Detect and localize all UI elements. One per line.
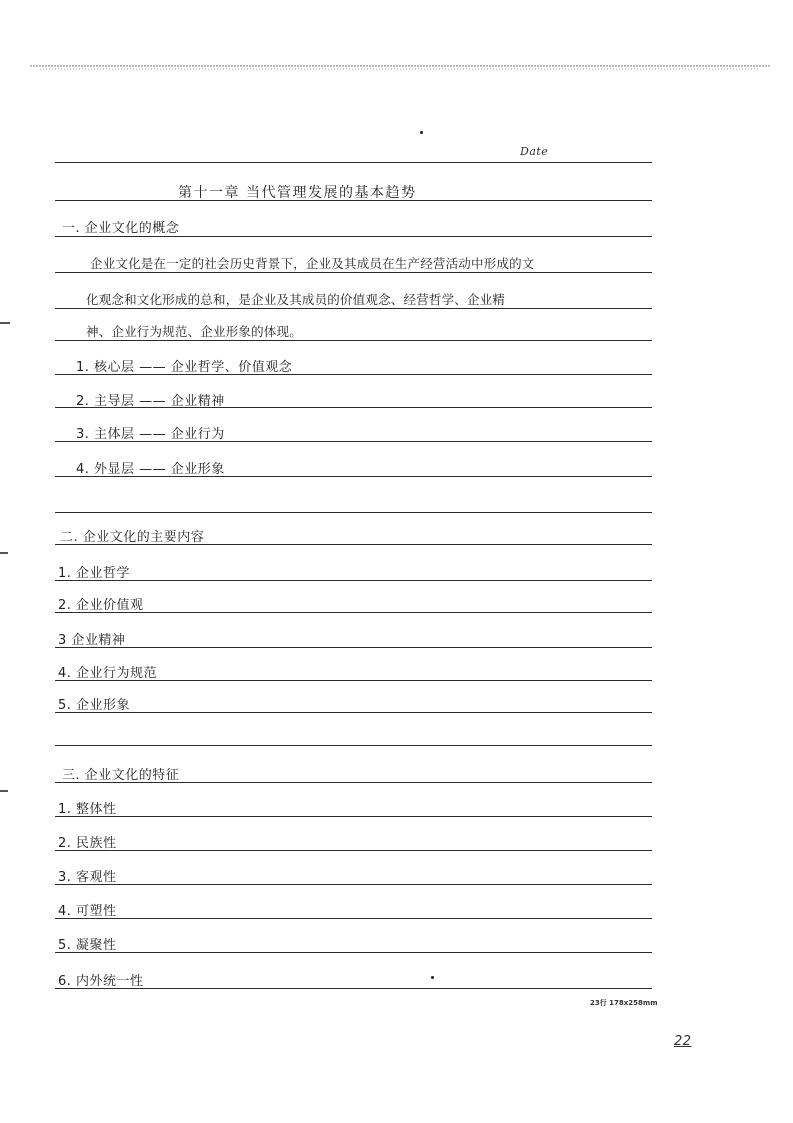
ruled-line [55, 272, 652, 273]
ruled-line [55, 512, 652, 513]
list-item: 1. 核心层 —— 企业哲学、价值观念 [76, 360, 293, 375]
list-item: 4. 可塑性 [58, 904, 117, 919]
chapter-title: 第十一章 当代管理发展的基本趋势 [178, 185, 417, 201]
ruled-line [55, 745, 652, 746]
margin-mark [0, 322, 10, 324]
ruled-line [55, 884, 652, 885]
ruled-line [55, 647, 652, 648]
ruled-line [55, 612, 652, 613]
list-item: 4. 外显层 —— 企业形象 [76, 462, 225, 477]
list-item: 2. 主导层 —— 企业精神 [76, 394, 225, 409]
list-item: 4. 企业行为规范 [58, 666, 158, 681]
ruled-line [55, 580, 652, 581]
ruled-line [55, 236, 652, 237]
ruled-line [55, 952, 652, 953]
ruled-line [55, 850, 652, 851]
section-heading: 一. 企业文化的概念 [62, 221, 180, 236]
ruled-line [55, 918, 652, 919]
ruled-line [55, 988, 652, 989]
ruled-line [55, 816, 652, 817]
list-item: 1. 整体性 [58, 802, 117, 817]
list-item: 3. 客观性 [58, 870, 117, 885]
list-item: 1. 企业哲学 [58, 566, 131, 581]
ruled-line [55, 712, 652, 713]
ruled-line [55, 162, 652, 163]
margin-mark [0, 790, 8, 792]
paragraph-line: 企业文化是在一定的社会历史背景下，企业及其成员在生产经营活动中形成的文 [90, 256, 535, 271]
list-item: 2. 企业价值观 [58, 598, 144, 613]
list-item: 5. 凝聚性 [58, 938, 117, 953]
paper-spec: 23行 178x258mm [590, 999, 658, 1007]
ruled-line [55, 308, 652, 309]
section-heading: 三. 企业文化的特征 [62, 768, 180, 783]
section-heading: 二. 企业文化的主要内容 [60, 530, 205, 545]
margin-mark [0, 552, 8, 554]
list-item: 5. 企业形象 [58, 698, 131, 713]
ink-speck [420, 131, 423, 134]
date-label: Date [520, 145, 549, 158]
list-item: 2. 民族性 [58, 836, 117, 851]
list-item: 3. 主体层 —— 企业行为 [76, 427, 225, 442]
ruled-line [55, 340, 652, 341]
list-item: 3 企业精神 [58, 633, 126, 648]
scan-noise-band [30, 62, 770, 72]
ink-speck [431, 976, 434, 979]
list-item: 6. 内外统一性 [58, 974, 144, 989]
page-number: 22 [674, 1034, 692, 1049]
paragraph-line: 化观念和文化形成的总和，是企业及其成员的价值观念、经营哲学、企业精 [86, 292, 506, 307]
paragraph-line: 神、企业行为规范、企业形象的体现。 [86, 324, 302, 339]
